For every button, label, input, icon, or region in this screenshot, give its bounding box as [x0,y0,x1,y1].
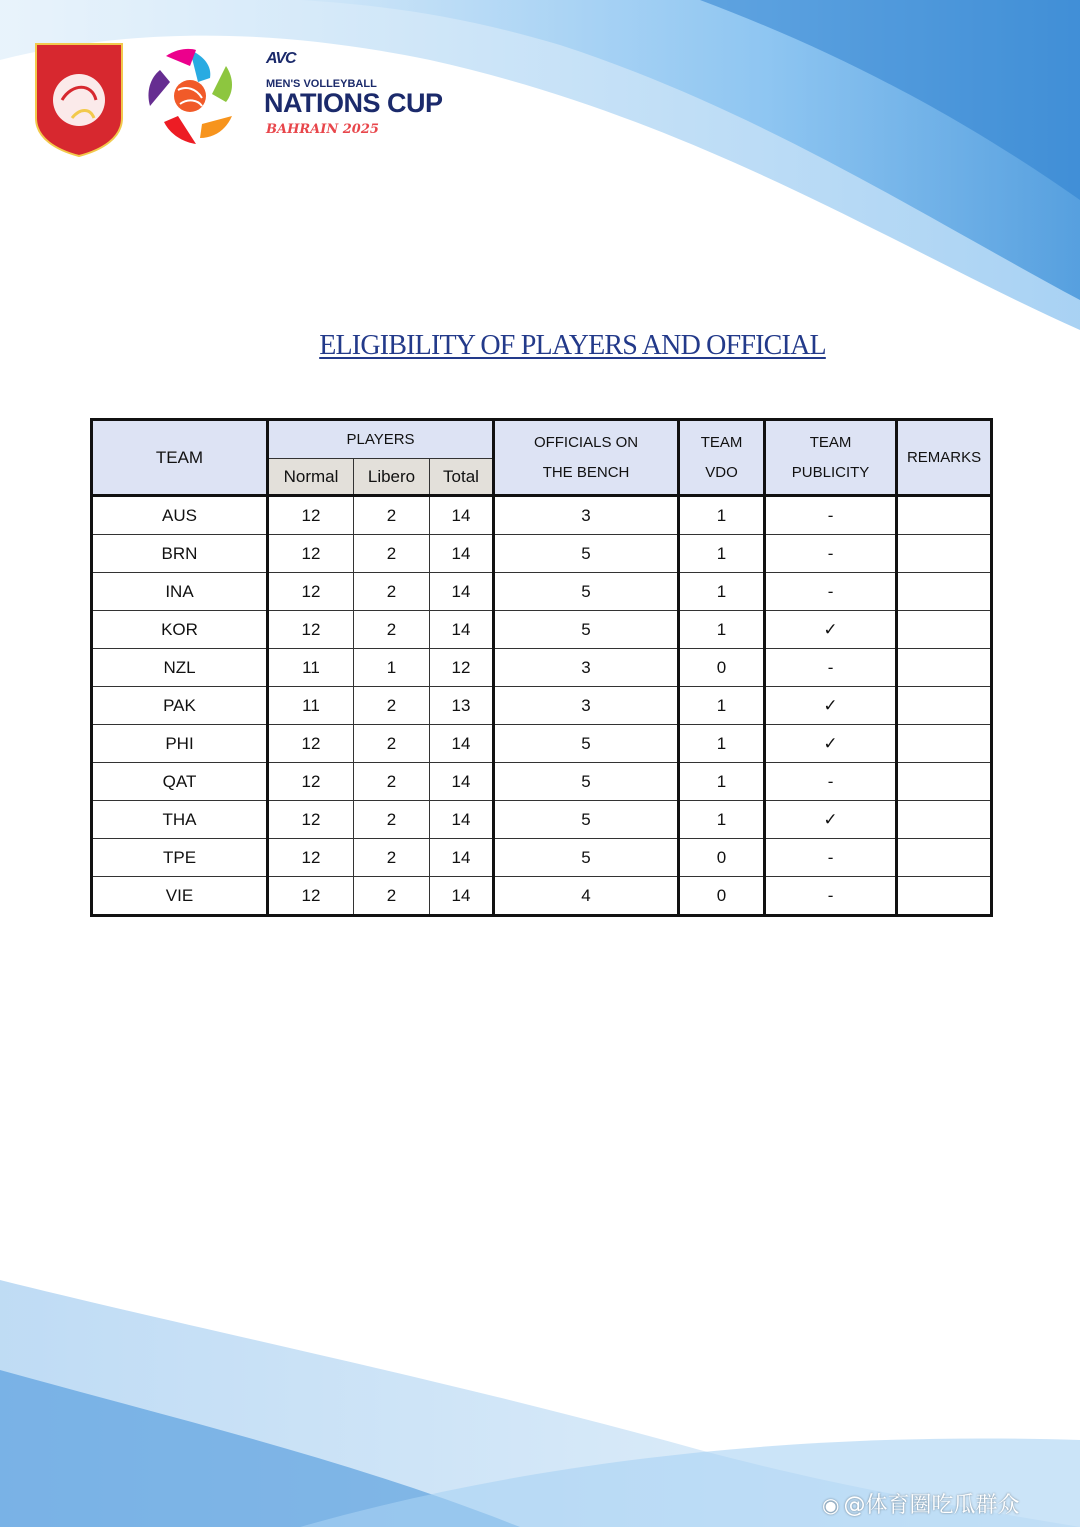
cell-vdo: 1 [679,535,765,573]
cell-normal: 12 [268,611,354,649]
cell-remarks [897,496,992,535]
cell-vdo: 0 [679,839,765,877]
cell-normal: 12 [268,839,354,877]
header-publicity [765,420,897,496]
cell-libero: 2 [354,496,430,535]
cell-publicity: ✓ [765,801,897,839]
cell-remarks [897,877,992,916]
cell-officials: 5 [494,535,679,573]
cell-normal: 12 [268,573,354,611]
bva-shield-logo [36,44,122,156]
cell-officials: 5 [494,801,679,839]
watermark-text: @体育圈吃瓜群众 [843,1493,1020,1518]
cell-normal: 12 [268,801,354,839]
header-team: TEAM [92,420,268,496]
cell-normal: 11 [268,687,354,725]
cell-normal: 12 [268,535,354,573]
event-location: BAHRAIN 2025 [266,122,379,137]
event-subtitle: MEN'S VOLLEYBALL [266,78,377,90]
cell-team: AUS [92,496,268,535]
cell-publicity: - [765,877,897,916]
cell-libero: 2 [354,877,430,916]
cell-publicity: - [765,573,897,611]
cell-team: VIE [92,877,268,916]
cell-total: 14 [430,839,494,877]
cell-publicity: - [765,763,897,801]
table-row [92,801,992,839]
cell-team: PAK [92,687,268,725]
table-row [92,573,992,611]
header-officials-line1: OFFICIALS ON [533,433,639,451]
cell-remarks [897,725,992,763]
cell-officials: 5 [494,573,679,611]
cell-team: KOR [92,611,268,649]
cell-vdo: 0 [679,649,765,687]
header-officials [494,420,679,496]
cell-remarks [897,763,992,801]
cell-publicity: - [765,496,897,535]
event-name: NATIONS CUP [264,88,443,118]
cell-team: PHI [92,725,268,763]
cell-vdo: 1 [679,687,765,725]
cell-team: INA [92,573,268,611]
cell-libero: 2 [354,839,430,877]
cell-team: BRN [92,535,268,573]
header-officials-line2: THE BENCH [542,463,630,481]
table-row [92,763,992,801]
cell-publicity: ✓ [765,725,897,763]
cell-vdo: 1 [679,611,765,649]
cell-libero: 2 [354,725,430,763]
cell-normal: 11 [268,649,354,687]
table-row [92,496,992,535]
cell-vdo: 1 [679,801,765,839]
cell-remarks [897,649,992,687]
watermark [822,1488,1019,1519]
cell-publicity: - [765,839,897,877]
cell-total: 14 [430,611,494,649]
cell-remarks [897,611,992,649]
header-players: PLAYERS [268,420,494,459]
page-title: ELIGIBILITY OF PLAYERS AND OFFICIAL [319,330,826,361]
cell-team: TPE [92,839,268,877]
cell-remarks [897,535,992,573]
table-row [92,649,992,687]
header-vdo-line2: VDO [705,463,738,481]
cell-vdo: 0 [679,877,765,916]
cell-officials: 5 [494,611,679,649]
header-publicity-line1: TEAM [809,433,852,451]
avc-logo-text: AVC [266,50,296,67]
cell-normal: 12 [268,763,354,801]
cell-total: 13 [430,687,494,725]
cell-publicity: ✓ [765,687,897,725]
cell-officials: 5 [494,725,679,763]
cell-libero: 2 [354,763,430,801]
cell-libero: 2 [354,687,430,725]
cell-remarks [897,573,992,611]
cell-vdo: 1 [679,763,765,801]
cell-publicity: - [765,649,897,687]
cell-officials: 3 [494,496,679,535]
nations-cup-emblem [148,49,232,144]
cell-libero: 2 [354,573,430,611]
cell-total: 14 [430,573,494,611]
cell-officials: 5 [494,839,679,877]
cell-officials: 5 [494,763,679,801]
cell-team: QAT [92,763,268,801]
cell-officials: 4 [494,877,679,916]
cell-total: 14 [430,725,494,763]
cell-libero: 2 [354,801,430,839]
cell-remarks [897,839,992,877]
header-normal: Normal [268,459,354,496]
table-row [92,877,992,916]
header-remarks: REMARKS [897,420,992,496]
weibo-icon: ◉ [822,1493,840,1517]
table-row [92,535,992,573]
header-vdo [679,420,765,496]
header-vdo-line1: TEAM [700,433,743,451]
cell-officials: 3 [494,649,679,687]
cell-remarks [897,687,992,725]
cell-vdo: 1 [679,496,765,535]
table-row [92,839,992,877]
cell-remarks [897,801,992,839]
table-row [92,611,992,649]
cell-libero: 2 [354,535,430,573]
table-row [92,687,992,725]
cell-normal: 12 [268,496,354,535]
cell-total: 14 [430,763,494,801]
cell-team: THA [92,801,268,839]
header-libero: Libero [354,459,430,496]
cell-total: 14 [430,877,494,916]
table-row [92,725,992,763]
header-total: Total [430,459,494,496]
header-publicity-line2: PUBLICITY [791,463,870,481]
cell-normal: 12 [268,877,354,916]
cell-total: 14 [430,801,494,839]
cell-vdo: 1 [679,725,765,763]
cell-publicity: ✓ [765,611,897,649]
eligibility-table [90,418,993,917]
cell-total: 14 [430,535,494,573]
cell-total: 12 [430,649,494,687]
cell-libero: 2 [354,611,430,649]
cell-total: 14 [430,496,494,535]
cell-publicity: - [765,535,897,573]
cell-normal: 12 [268,725,354,763]
cell-libero: 1 [354,649,430,687]
cell-team: NZL [92,649,268,687]
cell-vdo: 1 [679,573,765,611]
cell-officials: 3 [494,687,679,725]
